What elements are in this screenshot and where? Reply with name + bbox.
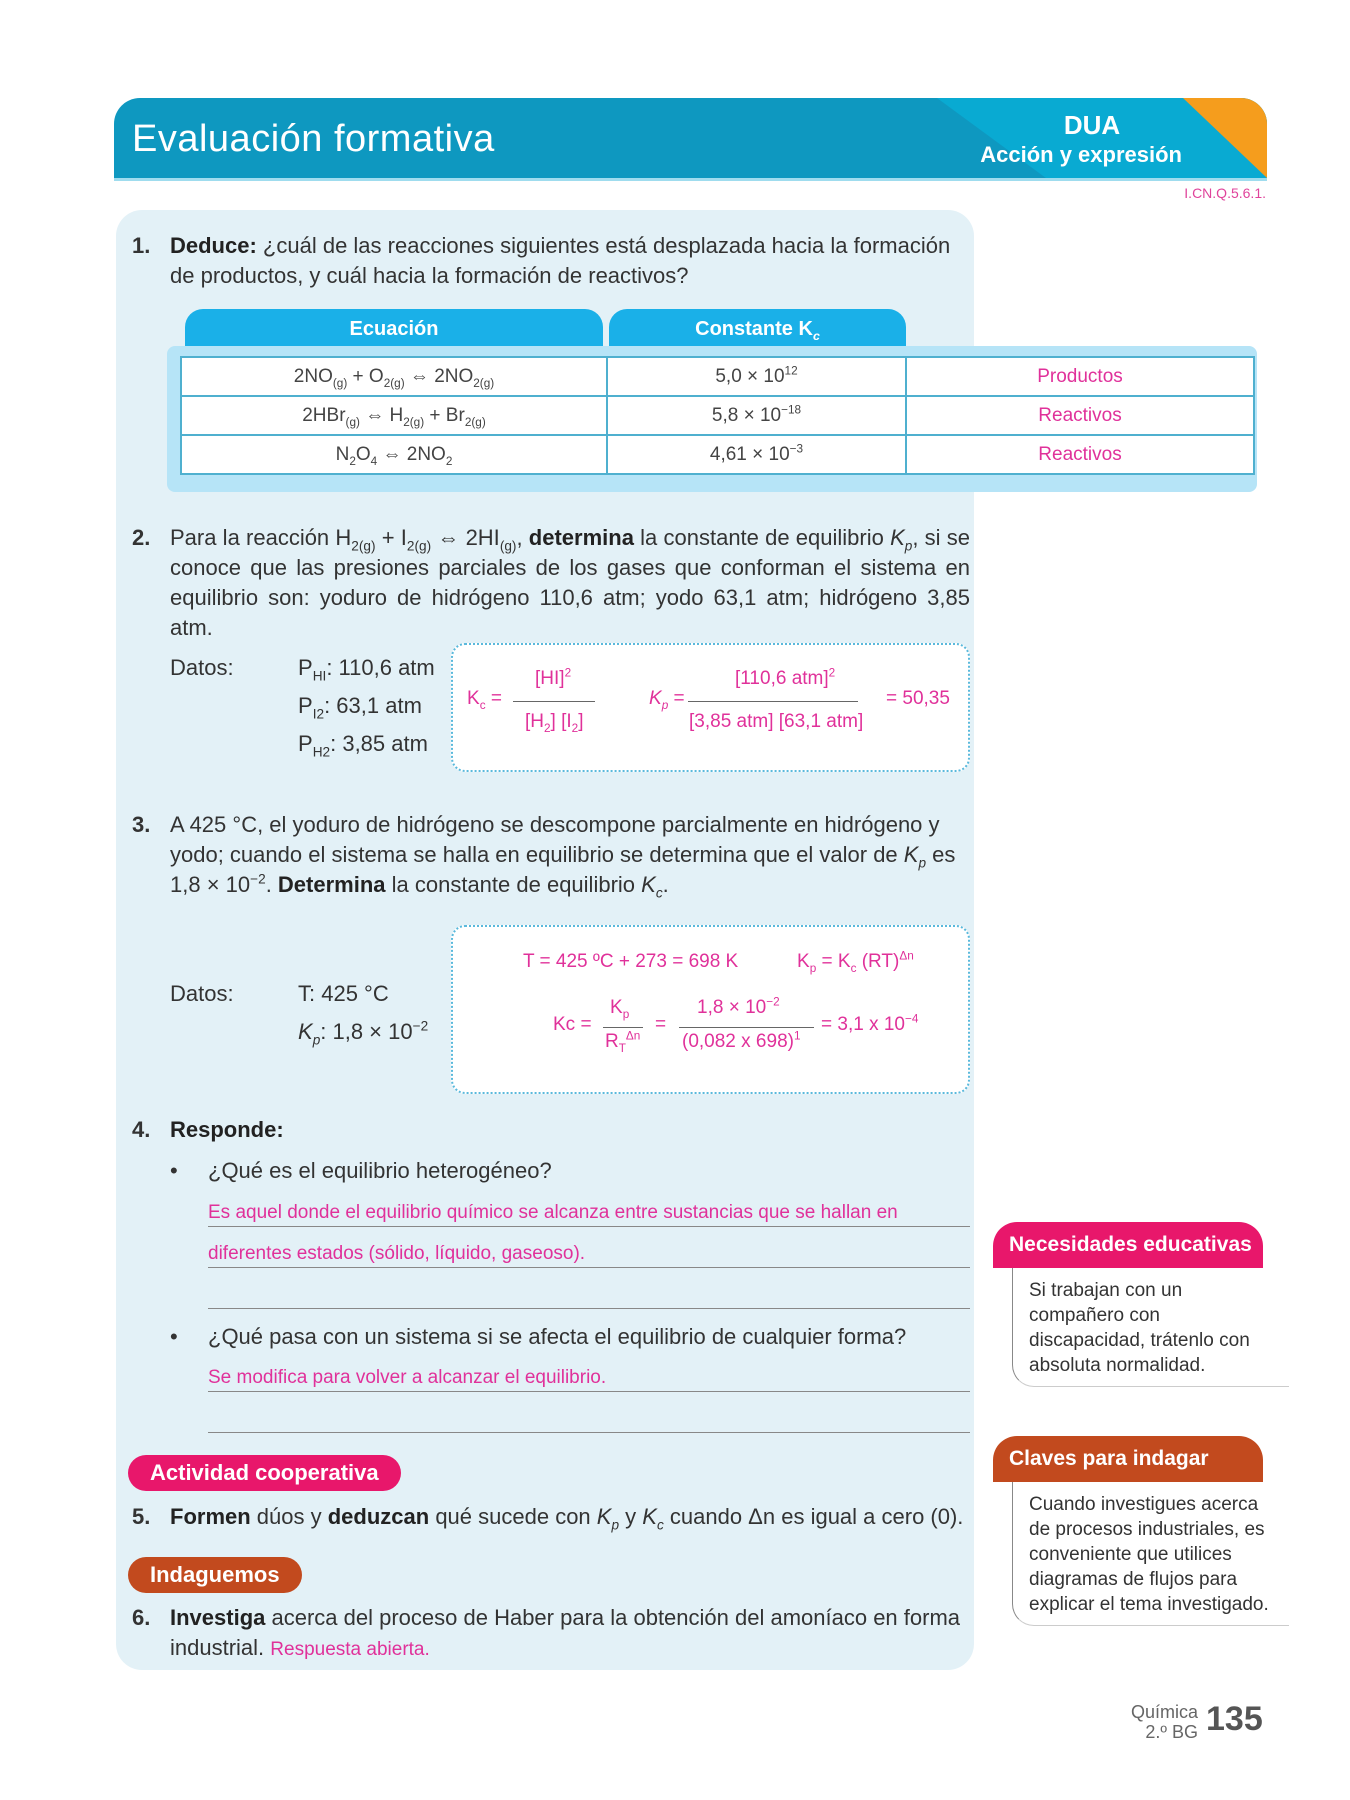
table-row bbox=[181, 357, 1254, 396]
answer-text[interactable]: Se modifica para volver a alcanzar el equilibrio. bbox=[208, 1367, 607, 1388]
question-title: Responde: bbox=[170, 1117, 284, 1142]
dua-title: DUA bbox=[1063, 110, 1121, 140]
kc-lhs: Kc = bbox=[553, 1014, 592, 1035]
equilibrium-table bbox=[180, 356, 1255, 475]
bullet-icon: • bbox=[170, 1324, 178, 1349]
equation-cell: 2HBr$_{(g)}$ ⇔ $H_{2(g)} + Br_{2(g)}$ bbox=[181, 396, 607, 435]
section-title: Evaluación formativa bbox=[132, 118, 495, 160]
fraction-bar bbox=[513, 701, 595, 702]
kp-denominator: [3,85 atm] [63,1 atm] bbox=[689, 711, 864, 732]
answer-line bbox=[208, 1226, 970, 1227]
keys-body: Cuando investigues acerca de procesos industriales, es conveniente que utilices diagramas de flujos para explicar el tema investigado. bbox=[1012, 1482, 1289, 1626]
equation-cell: $2NO_{(g)} + O_{2(g)}$ ⇔ $2NO_{2(g)}$ bbox=[181, 357, 607, 396]
temperature-conversion: T = 425 ºC + 273 = 698 K bbox=[523, 951, 739, 972]
question-number: 3. bbox=[132, 812, 151, 837]
fraction2-numerator: $1,8 \times 10^{-2}$ bbox=[697, 995, 780, 1018]
kp-numerator: [110,6 atm]$^2$ bbox=[735, 666, 836, 689]
table-row bbox=[181, 396, 1254, 435]
datos-item: $P_{H2}$: 3,85 atm bbox=[298, 731, 428, 760]
question-text: ¿cuál de las reacciones siguientes está desplazada hacia la formación de productos, y cuál hacia la formación de reactivos? bbox=[170, 233, 951, 288]
kc-cell: $4,61 \times 10^{-3}$ bbox=[607, 435, 906, 474]
kc-cell: $5,0 \times 10^{12}$ bbox=[607, 357, 906, 396]
answer-line bbox=[208, 1267, 970, 1268]
question-number: 1. bbox=[132, 233, 151, 258]
equals: = bbox=[655, 1014, 667, 1035]
table-row bbox=[181, 435, 1254, 474]
page-number: 135 bbox=[1206, 1700, 1263, 1738]
bullet-icon: • bbox=[170, 1158, 178, 1183]
fraction-bar bbox=[603, 1027, 643, 1028]
answer-line bbox=[208, 1432, 970, 1433]
question-number: 6. bbox=[132, 1605, 151, 1630]
cooperative-activity-badge: Actividad cooperativa bbox=[128, 1455, 401, 1491]
sub-question: ¿Qué pasa con un sistema si se afecta el equilibrio de cualquier forma? bbox=[208, 1324, 907, 1349]
datos-item: $P_{I2}$: 63,1 atm bbox=[298, 693, 422, 722]
keys-header: Claves para indagar bbox=[993, 1436, 1263, 1482]
table-header-equation: Ecuación bbox=[185, 309, 603, 349]
datos-label: Datos: bbox=[170, 981, 234, 1006]
datos-label: Datos: bbox=[170, 655, 234, 680]
question-number: 5. bbox=[132, 1504, 151, 1529]
answer-cell: Reactivos bbox=[906, 435, 1254, 474]
fraction-bar bbox=[679, 1027, 814, 1028]
indicator-code: I.CN.Q.5.6.1. bbox=[1184, 185, 1266, 201]
indaguemos-badge: Indaguemos bbox=[128, 1557, 302, 1593]
dua-subtitle: Acción y expresión bbox=[980, 142, 1182, 167]
question-verb: Determina bbox=[277, 872, 386, 897]
kc-expression-lhs: $K_c$ = bbox=[467, 688, 502, 712]
answer-line bbox=[208, 1308, 970, 1309]
fraction1-numerator: $K_p$ bbox=[610, 997, 630, 1021]
fraction2-denominator: (0,082 x 698)$^1$ bbox=[682, 1029, 801, 1052]
question-number: 2. bbox=[132, 525, 151, 550]
kp-expression-lhs: $K_p$ = bbox=[649, 688, 685, 712]
fraction1-denominator: $R_T^{\Delta n}$ bbox=[605, 1029, 641, 1055]
kp-result: = 50,35 bbox=[886, 688, 950, 709]
datos-item: $K_p$: $1,8 \times 10^{-2}$ bbox=[298, 1018, 429, 1048]
equation-cell: $N_2O_4$ ⇔ $2NO_2$ bbox=[181, 435, 607, 474]
question-verb: Deduce: bbox=[170, 233, 257, 258]
solution-box-q2 bbox=[451, 643, 970, 772]
needs-body: Si trabajan con un compañero con discapacidad, trátenlo con absoluta normalidad. bbox=[1012, 1268, 1289, 1387]
question-verb: determina bbox=[528, 525, 634, 550]
kc-denominator: $[H_2]$ $[I_2]$ bbox=[525, 711, 584, 735]
section-header bbox=[114, 98, 1267, 181]
kp-kc-relation: $K_p = K_c$ (RT)$^{\Delta n}$ bbox=[797, 949, 914, 975]
kc-result: = 3,1 x $10^{-4}$ bbox=[821, 1012, 919, 1035]
footer-subject: Química 2.º BG bbox=[1130, 1702, 1198, 1742]
question-number: 4. bbox=[132, 1117, 151, 1142]
answer-line bbox=[208, 1391, 970, 1392]
solution-box-q3 bbox=[451, 925, 970, 1094]
table-header-constant: Constante $K_c$ bbox=[609, 309, 906, 349]
kc-numerator: [HI]$^2$ bbox=[535, 666, 572, 689]
datos-item: T: 425 °C bbox=[298, 981, 389, 1006]
sub-question: ¿Qué es el equilibrio heterogéneo? bbox=[208, 1158, 552, 1183]
datos-item: $P_{HI}$: 110,6 atm bbox=[298, 655, 435, 684]
needs-header: Necesidades educativas bbox=[993, 1222, 1263, 1268]
fraction-bar bbox=[688, 701, 858, 702]
kc-cell: $5,8 \times 10^{-18}$ bbox=[607, 396, 906, 435]
answer-text[interactable]: diferentes estados (sólido, líquido, gaseoso). bbox=[208, 1243, 586, 1264]
open-answer: Respuesta abierta. bbox=[270, 1639, 430, 1660]
answer-text[interactable]: Es aquel donde el equilibrio químico se alcanza entre sustancias que se hallan en bbox=[208, 1202, 898, 1223]
answer-cell: Reactivos bbox=[906, 396, 1254, 435]
answer-cell: Productos bbox=[906, 357, 1254, 396]
